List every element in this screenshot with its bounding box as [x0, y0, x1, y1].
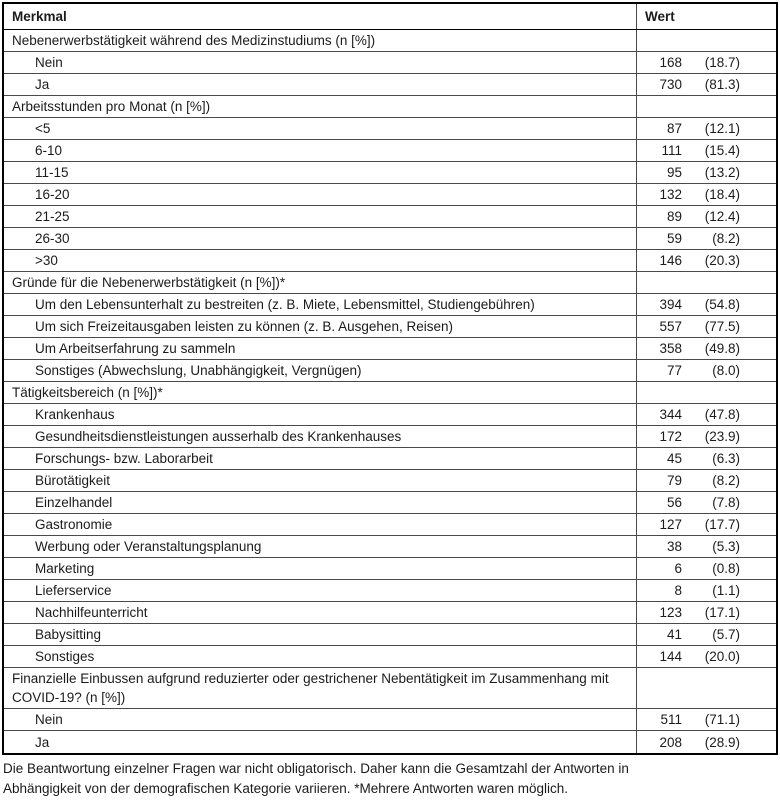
value-n: 394 — [659, 297, 682, 312]
wert-cell — [636, 731, 776, 753]
value-pct: (8.2) — [712, 231, 740, 246]
merkmal-cell — [4, 646, 636, 667]
row-label: Krankenhaus — [35, 407, 115, 422]
merkmal-cell — [4, 96, 636, 117]
merkmal-cell — [4, 118, 636, 139]
row-label: Werbung oder Veranstaltungsplanung — [35, 539, 262, 554]
value-pct: (7.8) — [712, 495, 740, 510]
value-pct: (18.4) — [704, 187, 740, 202]
row-label: 11-15 — [35, 165, 69, 180]
wert-cell — [636, 52, 776, 73]
row-label: Sonstiges — [35, 649, 95, 664]
value-pct: (49.8) — [704, 341, 740, 356]
wert-cell — [636, 118, 776, 139]
table-row — [4, 492, 776, 514]
row-label: >30 — [35, 253, 58, 268]
value-pct: (0.8) — [712, 561, 740, 576]
merkmal-cell — [4, 140, 636, 161]
row-label: Marketing — [35, 561, 95, 576]
row-label: Gastronomie — [35, 517, 113, 532]
row-label: Nebenerwerbstätigkeit während des Medizinstudiums (n [%]) — [12, 33, 376, 48]
footnote-line-2: Abhängigkeit von der demografischen Kategorie variieren. *Mehrere Antworten waren möglich. — [3, 781, 569, 796]
wert-cell — [636, 316, 776, 337]
table-body — [4, 30, 776, 753]
merkmal-cell — [4, 382, 636, 403]
table-row — [4, 580, 776, 602]
merkmal-cell — [4, 228, 636, 249]
table-row — [4, 96, 776, 118]
wert-cell — [636, 206, 776, 227]
row-label: Um Arbeitserfahrung zu sammeln — [35, 341, 236, 356]
wert-cell — [636, 514, 776, 535]
row-label: Nachhilfeunterricht — [35, 605, 148, 620]
row-label: 21-25 — [35, 209, 70, 224]
table-row — [4, 404, 776, 426]
value-n: 557 — [659, 319, 682, 334]
merkmal-cell — [4, 30, 636, 51]
row-label: Ja — [35, 77, 50, 92]
table-row — [4, 426, 776, 448]
row-label: <5 — [35, 121, 51, 136]
merkmal-cell — [4, 580, 636, 601]
wert-cell — [636, 404, 776, 425]
table-row — [4, 228, 776, 250]
table-row — [4, 514, 776, 536]
value-pct: (28.9) — [704, 734, 740, 750]
wert-cell — [636, 96, 776, 117]
wert-cell — [636, 30, 776, 51]
merkmal-cell — [4, 52, 636, 73]
merkmal-cell — [4, 448, 636, 469]
value-pct: (71.1) — [704, 712, 740, 727]
value-pct: (47.8) — [704, 407, 740, 422]
footnote-line-1: Die Beantwortung einzelner Fragen war nicht obligatorisch. Daher kann die Gesamtzahl der Antworten in — [3, 761, 629, 776]
row-label: Sonstiges (Abwechslung, Unabhängigkeit, Vergnügen) — [35, 363, 362, 378]
value-n: 8 — [674, 583, 682, 598]
value-n: 89 — [666, 209, 682, 224]
row-label: Gründe für die Nebenerwerbstätigkeit (n [%])* — [12, 275, 286, 290]
value-pct: (6.3) — [712, 451, 740, 466]
merkmal-cell — [4, 74, 636, 95]
merkmal-cell — [4, 316, 636, 337]
wert-cell — [636, 580, 776, 601]
wert-cell — [636, 272, 776, 293]
wert-cell — [636, 228, 776, 249]
table-row — [4, 360, 776, 382]
value-pct: (20.3) — [704, 253, 740, 268]
wert-cell — [636, 668, 776, 708]
wert-cell — [636, 558, 776, 579]
value-pct: (17.7) — [704, 517, 740, 532]
value-pct: (13.2) — [704, 165, 740, 180]
merkmal-cell — [4, 514, 636, 535]
merkmal-cell — [4, 602, 636, 623]
value-pct: (8.0) — [712, 363, 740, 378]
table-row — [4, 558, 776, 580]
wert-cell — [636, 426, 776, 447]
wert-cell — [636, 470, 776, 491]
wert-cell — [636, 140, 776, 161]
row-label: Forschungs- bzw. Laborarbeit — [35, 451, 213, 466]
wert-cell — [636, 74, 776, 95]
value-n: 511 — [660, 712, 682, 727]
value-n: 95 — [666, 165, 682, 180]
merkmal-cell — [4, 624, 636, 645]
value-pct: (81.3) — [704, 77, 740, 92]
wert-cell — [636, 184, 776, 205]
table-row — [4, 250, 776, 272]
value-n: 132 — [659, 187, 682, 202]
value-n: 56 — [666, 495, 682, 510]
merkmal-cell — [4, 536, 636, 557]
row-label: Um sich Freizeitausgaben leisten zu können (z. B. Ausgehen, Reisen) — [35, 319, 453, 334]
merkmal-cell — [4, 184, 636, 205]
row-label: Nein — [35, 712, 63, 727]
value-n: 79 — [666, 473, 682, 488]
data-table — [2, 2, 778, 755]
merkmal-cell — [4, 360, 636, 381]
value-pct: (5.3) — [712, 539, 740, 554]
table-row — [4, 624, 776, 646]
row-label: Lieferservice — [35, 583, 112, 598]
row-label: 6-10 — [35, 143, 63, 158]
value-n: 123 — [659, 605, 682, 620]
value-pct: (15.4) — [704, 143, 740, 158]
row-label: Gesundheitsdienstleistungen ausserhalb des Krankenhauses — [35, 429, 402, 444]
wert-cell — [636, 360, 776, 381]
table-row — [4, 382, 776, 404]
merkmal-cell — [4, 426, 636, 447]
wert-cell — [636, 536, 776, 557]
merkmal-cell — [4, 709, 636, 730]
table-row — [4, 316, 776, 338]
merkmal-cell — [4, 492, 636, 513]
value-pct: (17.1) — [704, 605, 740, 620]
wert-cell — [636, 602, 776, 623]
value-pct: (77.5) — [704, 319, 740, 334]
row-label: Einzelhandel — [35, 495, 113, 510]
wert-cell — [636, 709, 776, 730]
row-label: 26-30 — [35, 231, 70, 246]
value-pct: (23.9) — [704, 429, 740, 444]
value-n: 146 — [659, 253, 682, 268]
table-row — [4, 602, 776, 624]
table-row — [4, 731, 776, 753]
row-label: Um den Lebensunterhalt zu bestreiten (z. B. Miete, Lebensmittel, Studiengebühren) — [35, 297, 535, 312]
table-row — [4, 709, 776, 731]
value-pct: (20.0) — [704, 649, 740, 664]
row-label: Finanzielle Einbussen aufgrund reduzierter oder gestrichener Nebentätigkeit im Zusammenhang mit COVID-19? (n [%]) — [12, 671, 609, 705]
table-footnote — [2, 755, 778, 799]
value-n: 344 — [659, 407, 682, 422]
table-row — [4, 448, 776, 470]
value-n: 6 — [674, 561, 682, 576]
merkmal-cell — [4, 294, 636, 315]
column-header-merkmal: Merkmal — [12, 9, 67, 24]
value-pct: (12.4) — [704, 209, 740, 224]
table-row — [4, 646, 776, 668]
wert-cell — [636, 448, 776, 469]
wert-cell — [636, 492, 776, 513]
row-label: Nein — [35, 55, 63, 70]
value-pct: (54.8) — [704, 297, 740, 312]
merkmal-cell — [4, 338, 636, 359]
value-n: 41 — [666, 627, 682, 642]
table-row — [4, 338, 776, 360]
wert-cell — [636, 294, 776, 315]
value-n: 168 — [659, 55, 682, 70]
row-label: Babysitting — [35, 627, 102, 642]
table-row — [4, 668, 776, 709]
row-label: Tätigkeitsbereich (n [%])* — [12, 385, 163, 400]
table-row — [4, 118, 776, 140]
value-n: 172 — [659, 429, 682, 444]
table-row — [4, 184, 776, 206]
table-row — [4, 294, 776, 316]
value-pct: (12.1) — [704, 121, 740, 136]
table-row — [4, 272, 776, 294]
table-row — [4, 162, 776, 184]
merkmal-cell — [4, 731, 636, 753]
value-n: 87 — [666, 121, 682, 136]
table-row — [4, 74, 776, 96]
wert-cell — [636, 646, 776, 667]
table-row — [4, 52, 776, 74]
value-n: 111 — [661, 143, 682, 158]
value-pct: (1.1) — [712, 583, 740, 598]
wert-cell — [636, 382, 776, 403]
merkmal-cell — [4, 404, 636, 425]
merkmal-cell — [4, 668, 636, 708]
wert-cell — [636, 338, 776, 359]
value-n: 730 — [659, 77, 682, 92]
value-n: 45 — [666, 451, 682, 466]
table-row — [4, 140, 776, 162]
wert-cell — [636, 250, 776, 271]
table-row — [4, 30, 776, 52]
row-label: Ja — [35, 734, 50, 750]
merkmal-cell — [4, 206, 636, 227]
wert-cell — [636, 162, 776, 183]
table-row — [4, 536, 776, 558]
value-n: 208 — [659, 734, 682, 750]
value-n: 77 — [666, 363, 682, 378]
merkmal-cell — [4, 558, 636, 579]
row-label: Bürotätigkeit — [35, 473, 111, 488]
value-n: 358 — [659, 341, 682, 356]
wert-cell — [636, 624, 776, 645]
column-header-wert: Wert — [636, 4, 776, 29]
value-pct: (8.2) — [712, 473, 740, 488]
row-label: Arbeitsstunden pro Monat (n [%]) — [12, 99, 211, 114]
merkmal-cell — [4, 250, 636, 271]
value-n: 144 — [659, 649, 682, 664]
value-pct: (5.7) — [712, 627, 740, 642]
value-n: 38 — [666, 539, 682, 554]
value-n: 127 — [659, 517, 682, 532]
value-pct: (18.7) — [704, 55, 740, 70]
merkmal-cell — [4, 470, 636, 491]
table-header-row — [4, 4, 776, 30]
table-row — [4, 470, 776, 492]
merkmal-cell — [4, 272, 636, 293]
value-n: 59 — [666, 231, 682, 246]
table-row — [4, 206, 776, 228]
merkmal-cell — [4, 162, 636, 183]
row-label: 16-20 — [35, 187, 70, 202]
